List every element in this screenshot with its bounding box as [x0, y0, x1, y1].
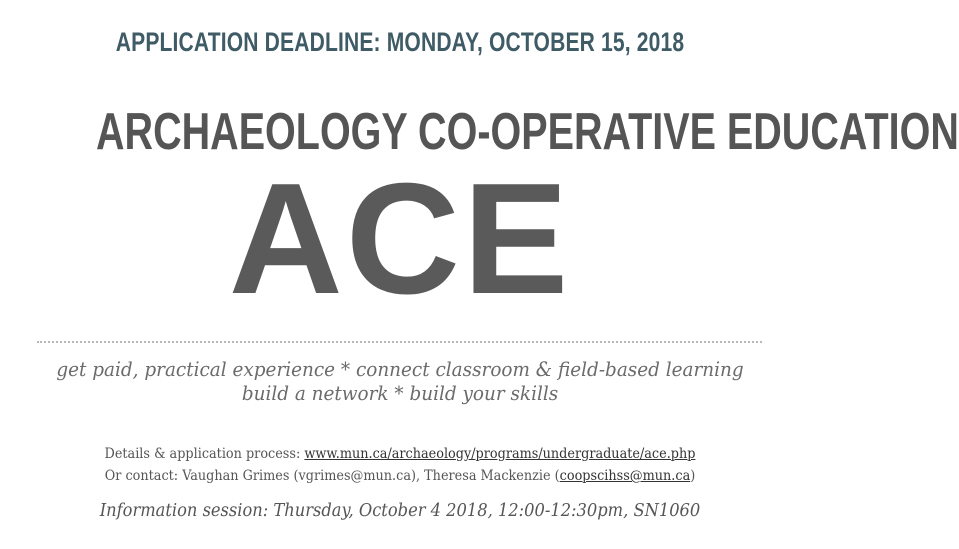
- tagline-line-1: get paid, practical experience * connect classroom & field-based learning: [56, 357, 744, 381]
- information-session: Information session: Thursday, October 4 2018, 12:00-12:30pm, SN1060: [99, 501, 701, 521]
- program-title: ARCHAEOLOGY CO-OPERATIVE EDUCATION: [96, 103, 959, 161]
- contact-email-vgrimes[interactable]: vgrimes@mun.ca: [298, 468, 411, 484]
- details-label: Details & application process:: [104, 446, 305, 462]
- contact-email-coopscihss[interactable]: coopscihss@mun.ca: [559, 468, 691, 484]
- contact-suffix: ): [690, 468, 696, 484]
- ace-program-link[interactable]: www.mun.ca/archaeology/programs/undergraduate/ace.php: [304, 446, 696, 462]
- details-line: [20, 446, 780, 462]
- application-deadline: APPLICATION DEADLINE: MONDAY, OCTOBER 15, 2018: [115, 27, 685, 57]
- tagline-line-2: build a network * build your skills: [241, 381, 559, 405]
- dotted-divider: [37, 341, 762, 343]
- contact-line: [20, 468, 780, 484]
- contact-middle: ), Theresa Mackenzie (: [410, 468, 560, 484]
- contact-prefix: Or contact: Vaughan Grimes (: [104, 468, 299, 484]
- program-acronym: ACE: [228, 151, 572, 327]
